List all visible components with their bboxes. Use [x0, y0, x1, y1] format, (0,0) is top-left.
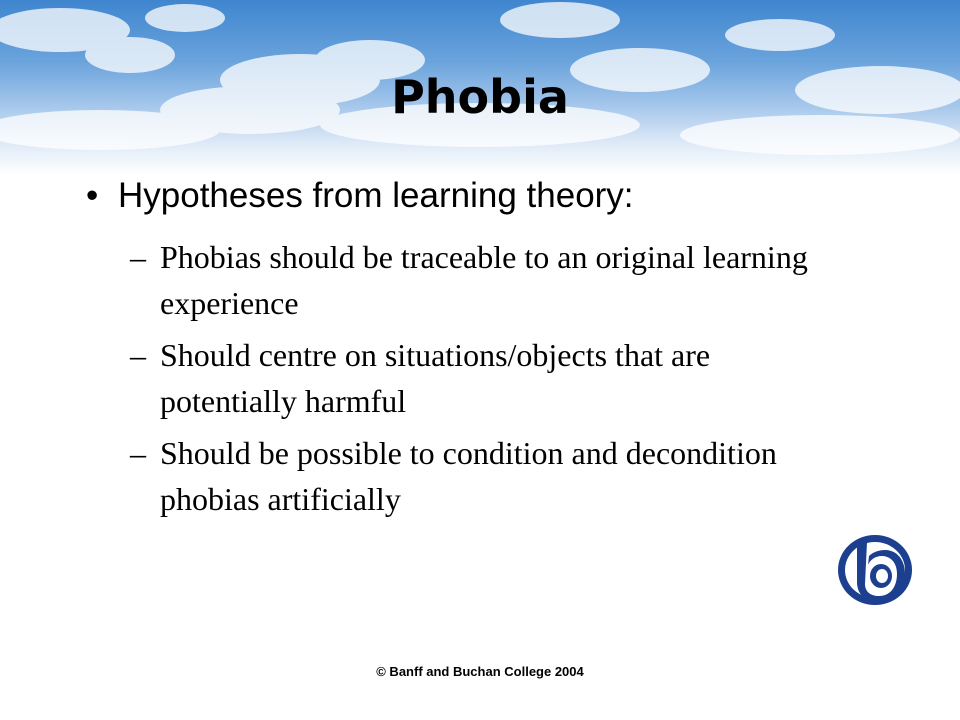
sub-bullet: [130, 234, 850, 326]
sub-bullet: [130, 430, 850, 522]
college-logo-icon: [835, 532, 915, 608]
dash-icon: –: [130, 337, 146, 373]
slide-title: Phobia: [391, 70, 569, 124]
sub-bullet-text: Should be possible to condition and decondition phobias artificially: [160, 435, 777, 517]
main-bullet-text: Hypotheses from learning theory:: [118, 176, 634, 215]
sub-bullet: [130, 332, 850, 424]
sub-bullet-text: Should centre on situations/objects that are potentially harmful: [160, 337, 711, 419]
footer-copyright: © Banff and Buchan College 2004: [376, 664, 584, 679]
sub-bullet-text: Phobias should be traceable to an original learning experience: [160, 239, 808, 321]
sub-bullet-list: [130, 234, 850, 528]
bullet-icon: •: [86, 176, 99, 215]
dash-icon: –: [130, 239, 146, 275]
dash-icon: –: [130, 435, 146, 471]
main-bullet: [86, 176, 886, 216]
